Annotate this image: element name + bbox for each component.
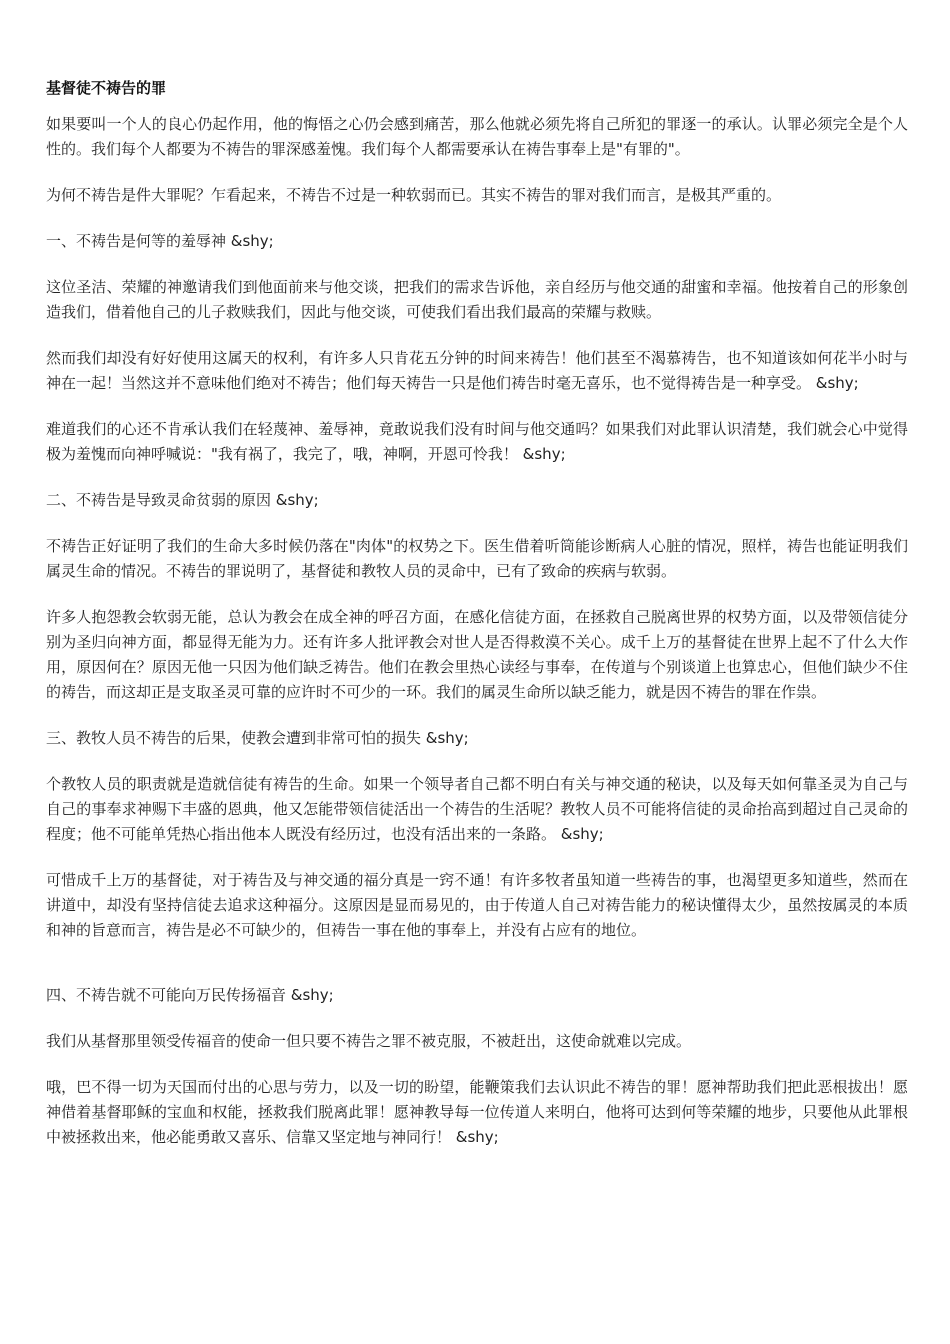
section-heading-4: 四、不祷告就不可能向万民传扬福音 &shy; — [46, 986, 334, 1004]
paragraph: 我们从基督那里领受传福音的使命一但只要不祷告之罪不被克服，不被赶出，这使命就难以完成。 — [46, 1032, 692, 1050]
section-heading-2: 二、不祷告是导致灵命贫弱的原因 &shy; — [46, 491, 319, 509]
paragraph: 许多人抱怨教会软弱无能，总认为教会在成全神的呼召方面，在感化信徒方面，在拯救自己脱离世界的权势方面，以及带领信徒分别为圣归向神方面，都显得无能为力。还有许多人批评教会对世人是否得救漠不关心。成千上万的基督徒在世界上起不了什么大作用，原因何在？原因无他一只因为他们缺乏祷告。他们在教会里热心读经与事奉，在传道与个别谈道上也算忠心，但他们缺少不住的祷告，而这却正是支取圣灵可靠的应许时不可少的一环。我们的属灵生命所以缺乏能力，就是因不祷告的罪在作祟。 — [46, 608, 908, 701]
paragraph: 哦，巴不得一切为天国而付出的心思与劳力，以及一切的盼望，能鞭策我们去认识此不祷告的罪！愿神帮助我们把此恶根拔出！愿神借着基督耶稣的宝血和权能，拯救我们脱离此罪！愿神教导每一位传道人来明白，他将可达到何等荣耀的地步，只要他从此罪根中被拯救出来，他必能勇敢又喜乐、信靠又坚定地与神同行！ &shy; — [46, 1078, 908, 1146]
paragraph: 然而我们却没有好好使用这属天的权利，有许多人只肯花五分钟的时间来祷告！他们甚至不渴慕祷告，也不知道该如何花半小时与神在一起！当然这并不意味他们绝对不祷告；他们每天祷告一只是他们祷告时毫无喜乐，也不觉得祷告是一种享受。 &shy; — [46, 349, 908, 392]
paragraph: 个教牧人员的职责就是造就信徒有祷告的生命。如果一个领导者自己都不明白有关与神交通的秘诀，以及每天如何靠圣灵为自己与自己的事奉求神赐下丰盛的恩典，他又怎能带领信徒活出一个祷告的生活呢？教牧人员不可能将信徒的灵命抬高到超过自己灵命的程度；他不可能单凭热心指出他本人既没有经历过，也没有活出来的一条路。 &shy; — [46, 775, 908, 843]
section-heading-3: 三、教牧人员不祷告的后果，使教会遭到非常可怕的损失 &shy; — [46, 729, 469, 747]
paragraph-question: 为何不祷告是件大罪呢？乍看起来，不祷告不过是一种软弱而已。其实不祷告的罪对我们而言，是极其严重的。 — [46, 186, 782, 204]
paragraph-intro: 如果要叫一个人的良心仍起作用，他的悔悟之心仍会感到痛苦，那么他就必须先将自己所犯的罪逐一的承认。认罪必须完全是个人性的。我们每个人都要为不祷告的罪深感羞愧。我们每个人都需要承认在祷告事奉上是"有罪的"。 — [46, 115, 908, 158]
document-page — [46, 76, 908, 1171]
paragraph: 这位圣洁、荣耀的神邀请我们到他面前来与他交谈，把我们的需求告诉他，亲自经历与他交通的甜蜜和幸福。他按着自己的形象创造我们，借着他自己的儿子救赎我们，因此与他交谈，可使我们看出我们最高的荣耀与救赎。 — [46, 278, 908, 321]
paragraph: 可惜成千上万的基督徒，对于祷告及与神交通的福分真是一窍不通！有许多牧者虽知道一些祷告的事，也渴望更多知道些，然而在讲道中，却没有坚持信徒去追求这种福分。这原因是显而易见的，由于传道人自己对祷告能力的秘诀懂得太少，虽然按属灵的本质和神的旨意而言，祷告是必不可缺少的，但祷告一事在他的事奉上，并没有占应有的地位。 — [46, 871, 908, 939]
section-heading-1: 一、不祷告是何等的羞辱神 &shy; — [46, 232, 274, 250]
document-title: 基督徒不祷告的罪 — [46, 79, 167, 97]
paragraph: 不祷告正好证明了我们的生命大多时候仍落在"肉体"的权势之下。医生借着听筒能诊断病人心脏的情况，照样，祷告也能证明我们属灵生命的情况。不祷告的罪说明了，基督徒和教牧人员的灵命中，已有了致命的疾病与软弱。 — [46, 537, 908, 580]
paragraph: 难道我们的心还不肯承认我们在轻蔑神、羞辱神，竟敢说我们没有时间与他交通吗？如果我们对此罪认识清楚，我们就会心中觉得极为羞愧而向神呼喊说："我有祸了，我完了，哦，神啊，开恩可怜我！ &shy; — [46, 420, 908, 463]
